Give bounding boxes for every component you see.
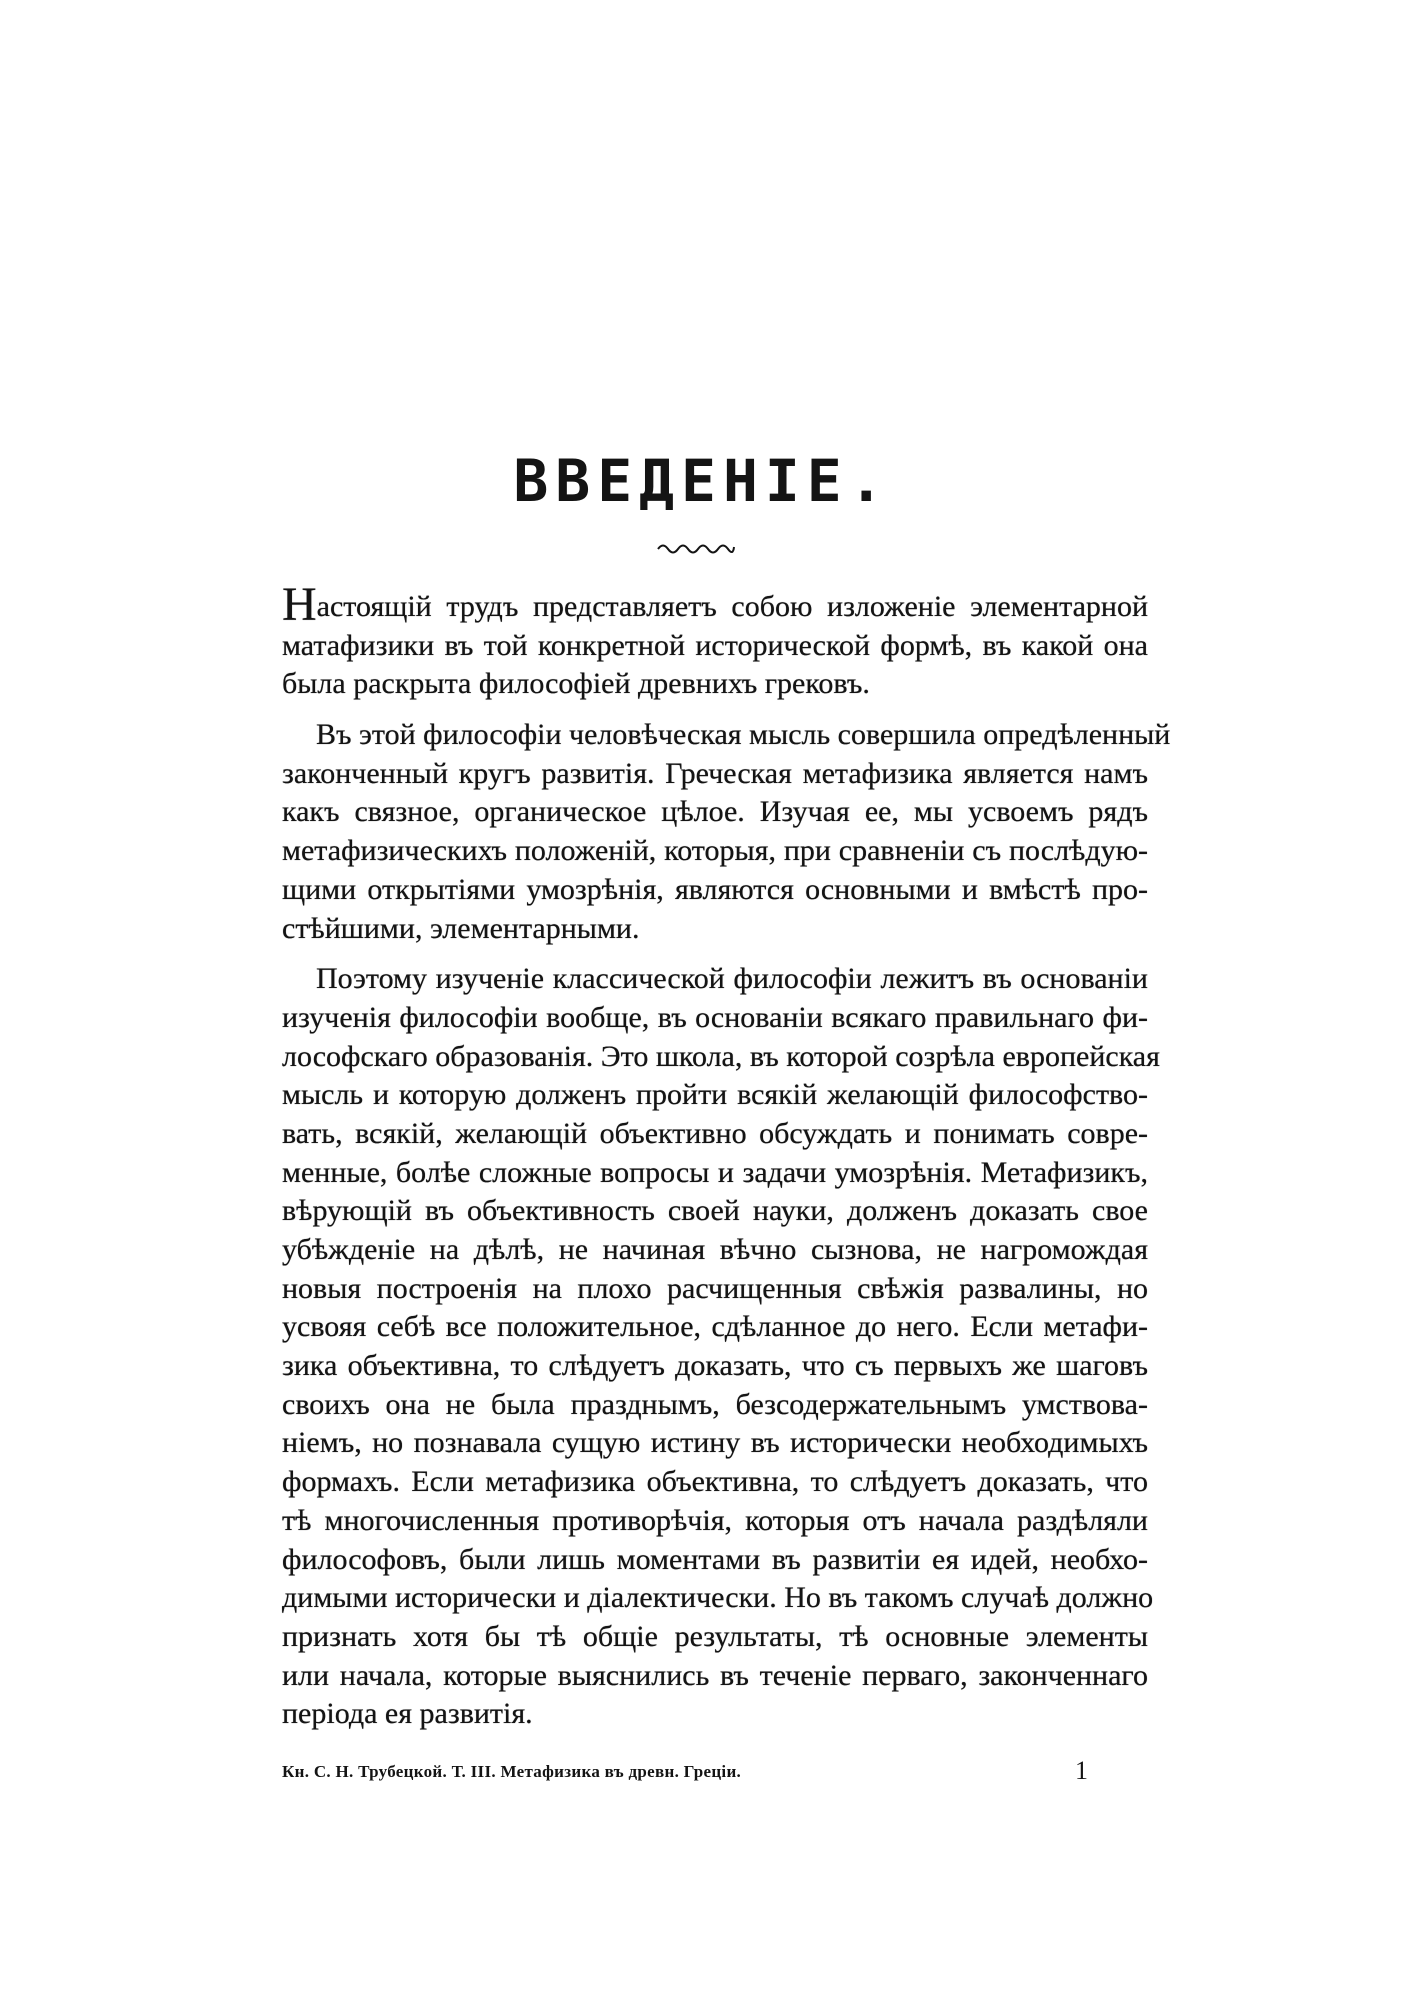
wavy-line-icon <box>656 540 736 554</box>
paragraph-3-line-1: Поэтому изученіе классической философіи лежитъ въ основаніи <box>316 962 1148 996</box>
paragraph-3-line-5: вать, всякій, желающій объективно обсуждать и понимать совре- <box>282 1116 1148 1150</box>
paragraph-3-line-11: зика объективна, то слѣдуетъ доказать, что съ первыхъ же шаговъ <box>282 1349 1148 1383</box>
paragraph-2-line-3: какъ связное, органическое цѣлое. Изучая ее, мы усвоемъ рядъ <box>282 795 1148 829</box>
paragraph-3-line-8: убѣжденіе на дѣлѣ, не начиная вѣчно сызнова, не нагромождая <box>282 1233 1148 1266</box>
page-number: 1 <box>1075 1756 1088 1785</box>
paragraph-3-line-4: мысль и которую долженъ пройти всякій желающій философство- <box>282 1078 1148 1112</box>
paragraph-3-line-19: или начала, которые выяснились въ теченіе перваго, законченнаго <box>282 1658 1148 1692</box>
body-text <box>282 578 1171 1734</box>
paragraph-2-line-1: Въ этой философіи человѣческая мысль совершила опредѣленный <box>316 718 1171 752</box>
paragraph-3-line-15: тѣ многочисленныя противорѣчія, которыя отъ начала раздѣляли <box>282 1503 1148 1537</box>
paragraph-2-line-2: законченный кругъ развитія. Греческая метафизика является намъ <box>282 756 1148 790</box>
paragraph-3-line-20: періода ея развитія. <box>282 1697 533 1731</box>
paragraph-3-line-13: ніемъ, но познавала сущую истину въ исторически необходимыхъ <box>282 1426 1148 1460</box>
chapter-title: ВВЕДЕНІЕ. <box>513 447 891 515</box>
paragraph-1-line-1: Настоящій трудъ представляетъ собою изложеніе элементарной <box>282 578 1148 631</box>
paragraph-3-line-18: признать хотя бы тѣ общіе результаты, тѣ основные элементы <box>282 1619 1148 1653</box>
paragraph-3-line-7: вѣрующій въ объективность своей науки, долженъ доказать свое <box>282 1194 1148 1228</box>
paragraph-1-line-3: была раскрыта философіей древнихъ грековъ. <box>282 667 870 701</box>
paragraph-3-line-2: изученія философіи вообще, въ основаніи всякаго правильнаго фи- <box>282 1000 1148 1034</box>
paragraph-2-line-6: стѣйшими, элементарными. <box>282 911 640 945</box>
paragraph-2-line-4: метафизическихъ положеній, которыя, при сравненіи съ послѣдую- <box>282 834 1148 868</box>
paragraph-3-line-6: менные, болѣе сложные вопросы и задачи умозрѣнія. Метафизикъ, <box>282 1155 1148 1189</box>
paragraph-1-line-2: матафизики въ той конкретной исторической формѣ, въ какой она <box>282 628 1148 662</box>
drop-cap: Н <box>282 578 317 631</box>
paragraph-3-line-16: философовъ, были лишь моментами въ развитіи ея идей, необхо- <box>282 1542 1148 1576</box>
page-footer <box>282 1756 1148 1788</box>
paragraph-3-line-17: димыми исторически и діалектически. Но въ такомъ случаѣ должно <box>282 1581 1154 1615</box>
footer-signature: Кн. С. Н. Трубецкой. Т. III. Метафизика въ древн. Греціи. <box>282 1762 742 1781</box>
paragraph-3-line-12: своихъ она не была празднымъ, безсодержательнымъ умствова- <box>282 1387 1148 1421</box>
paragraph-3-line-3: лософскаго образованія. Это школа, въ которой созрѣла европейская <box>282 1039 1160 1073</box>
paragraph-3-line-10: усвояя себѣ все положительное, сдѣланное до него. Если метафи- <box>282 1310 1148 1344</box>
paragraph-2-line-5: щими открытіями умозрѣнія, являются основными и вмѣстѣ про- <box>282 872 1148 906</box>
paragraph-3-line-9: новыя построенія на плохо расчищенныя свѣжія развалины, но <box>282 1271 1148 1305</box>
paragraph-3-line-14: формахъ. Если метафизика объективна, то слѣдуетъ доказать, что <box>282 1465 1148 1499</box>
